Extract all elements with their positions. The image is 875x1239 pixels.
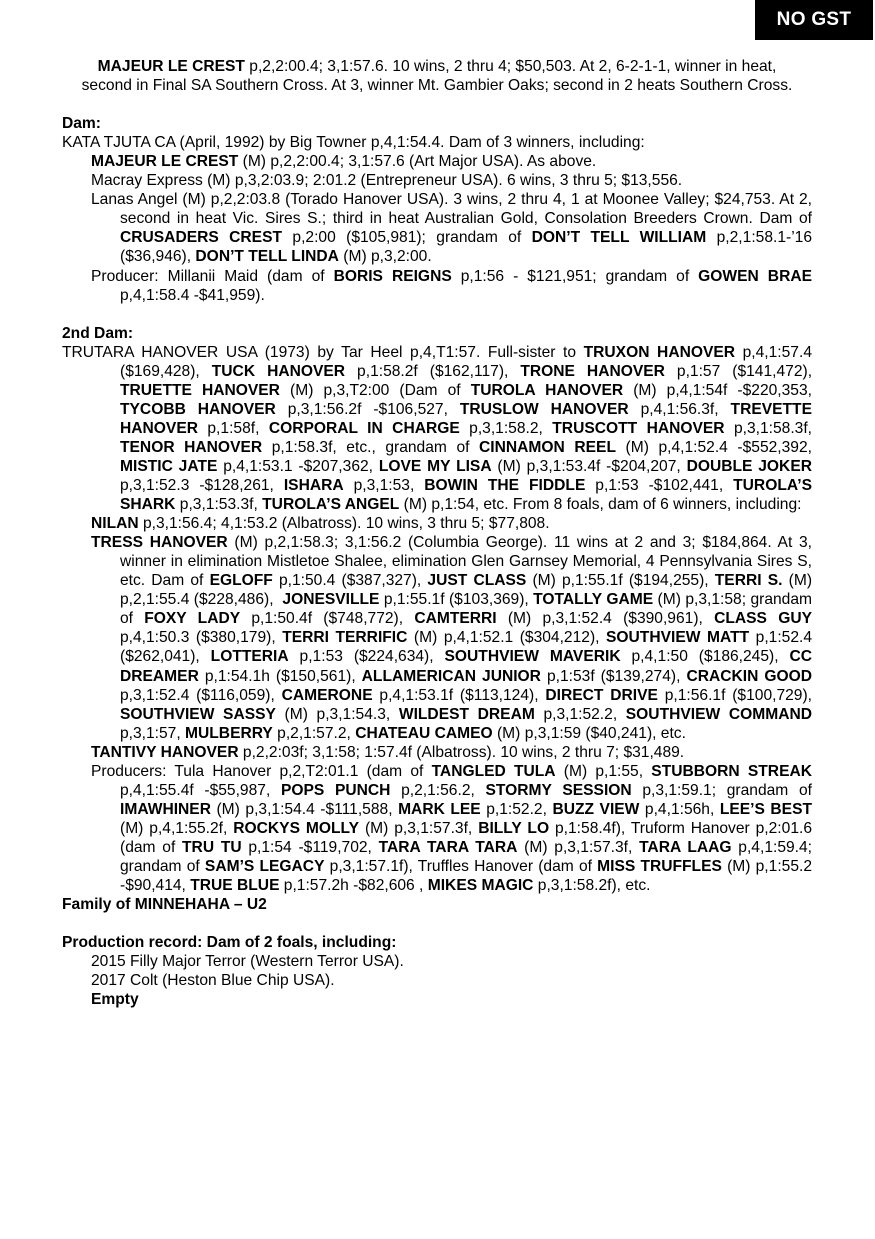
dam-producer: Producer: Millanii Maid (dam of BORIS REIGNS p,1:56 - $121,951; grandam of GOWEN BRAE p,4,1:58.4 -$41,959). <box>91 267 812 304</box>
production-item: 2017 Colt (Heston Blue Chip USA). <box>91 972 335 990</box>
second-dam-producers: Producers: Tula Hanover p,2,T2:01.1 (dam of TANGLED TULA (M) p,1:55, STUBBORN STREAK p,4,1:55.4f -$55,987, POPS PUNCH p,2,1:56.2, STORMY SESSION p,3,1:59.1; grandam of IMAWHINER (M) p,3,1:54.4 -$111,588, MARK LEE p,1:52.2, BUZZ VIEW p,4,1:56h, LEE’S BEST (M) p,4,1:55.2f, ROCKYS MOLLY (M) p,3,1:57.3f, BILLY LO p,1:58.4f), Truform Hanover p,2:01.6 (dam of TRU TU p,1:54 -$119,702, TARA TARA TARA (M) p,3,1:57.3f, TARA LAAG p,4,1:59.4; grandam of SAM’S LEGACY p,3,1:57.1f), Truffles Hanover (dam of MISS TRUFFLES (M) p,1:55.2 -$90,414, TRUE BLUE p,1:57.2h -$82,606 , MIKES MAGIC p,3,1:58.2f), etc. <box>91 762 813 895</box>
second-dam-entry: TRESS HANOVER (M) p,2,1:58.3; 3,1:56.2 (Columbia George). 11 wins at 2 and 3; $184,864. At 3, winner in elimination Mistletoe Shalee, elimination Glen Garnsey Memorial, 4 Pennsylvania Sires S, etc. Dam of EGLOFF p,1:50.4 ($387,327), JUST CLASS (M) p,1:55.1f ($194,255), TERRI S. (M) p,2,1:55.4 ($228,486), JONESVILLE p,1:55.1f ($103,369), TOTALLY GAME (M) p,3,1:58; grandam of FOXY LADY p,1:50.4f ($748,772), CAMTERRI (M) p,3,1:52.4 ($390,961), CLASS GUY p,4,1:50.3 ($380,179), TERRI TERRIFIC (M) p,4,1:52.1 ($304,212), SOUTHVIEW MATT p,1:52.4 ($262,041), LOTTERIA p,1:53 ($224,634), SOUTHVIEW MAVERIK p,4,1:50 ($186,245), CC DREAMER p,1:54.1h ($150,561), ALLAMERICAN JUNIOR p,1:53f ($139,274), CRACKIN GOOD p,3,1:52.4 ($116,059), CAMERONE p,4,1:53.1f ($113,124), DIRECT DRIVE p,1:56.1f ($100,729), SOUTHVIEW SASSY (M) p,3,1:54.3, WILDEST DREAM p,3,1:52.2, SOUTHVIEW COMMAND p,3,1:57, MULBERRY p,2,1:57.2, CHATEAU CAMEO (M) p,3,1:59 ($40,241), etc. <box>91 534 813 742</box>
horse-summary: MAJEUR LE CREST p,2,2:00.4; 3,1:57.6. 10 wins, 2 thru 4; $50,503. At 2, 6-2-1-1, winner in heat, second in Final SA Southern Cross. At 3, winner Mt. Gambier Oaks; second in 2 heats Southern Cross. <box>81 58 793 95</box>
production-item: 2015 Filly Major Terror (Western Terror USA). <box>91 953 404 971</box>
second-dam-heading: 2nd Dam: <box>62 324 134 342</box>
second-dam-line: TRUTARA HANOVER USA (1973) by Tar Heel p,4,T1:57. Full-sister to TRUXON HANOVER p,4,1:57.4 ($169,428), TUCK HANOVER p,1:58.2f ($162,117), TRONE HANOVER p,1:57 ($141,472), TRUETTE HANOVER (M) p,3,T2:00 (Dam of TUROLA HANOVER (M) p,4,1:54f -$220,353, TYCOBB HANOVER p,3,1:56.2f -$106,527, TRUSLOW HANOVER p,4,1:56.3f, TREVETTE HANOVER p,1:58f, CORPORAL IN CHARGE p,3,1:58.2, TRUSCOTT HANOVER p,3,1:58.3f, TENOR HANOVER p,1:58.3f, etc., grandam of CINNAMON REEL (M) p,4,1:52.4 -$552,392, MISTIC JATE p,4,1:53.1 -$207,362, LOVE MY LISA (M) p,3,1:53.4f -$204,207, DOUBLE JOKER p,3,1:52.3 -$128,261, ISHARA p,3,1:53, BOWIN THE FIDDLE p,1:53 -$102,441, TUROLA’S SHARK p,3,1:53.3f, TUROLA’S ANGEL (M) p,1:54, etc. From 8 foals, dam of 6 winners, including: <box>62 343 813 514</box>
no-gst-badge: NO GST <box>755 0 873 40</box>
pedigree-page <box>62 57 812 1009</box>
dam-entry: Macray Express (M) p,3,2:03.9; 2:01.2 (Entrepreneur USA). 6 wins, 3 thru 5; $13,556. <box>91 172 683 190</box>
dam-entry: Lanas Angel (M) p,2,2:03.8 (Torado Hanover USA). 3 wins, 2 thru 4, 1 at Moonee Valley; $24,753. At 2, second in heat Vic. Sires S.; third in heat Australian Gold, Consolation Breeders Crown. Dam of CRUSADERS CREST p,2:00 ($105,981); grandam of DON’T TELL WILLIAM p,2,1:58.1-’16 ($36,946), DON’T TELL LINDA (M) p,3,2:00. <box>91 191 812 266</box>
dam-heading: Dam: <box>62 115 101 133</box>
production-heading: Production record: Dam of 2 foals, including: <box>62 934 397 952</box>
family-line: Family of MINNEHAHA – U2 <box>62 896 267 914</box>
dam-entry: MAJEUR LE CREST (M) p,2,2:00.4; 3,1:57.6 (Art Major USA). As above. <box>91 153 597 171</box>
production-item: Empty <box>91 991 139 1009</box>
second-dam-entry: NILAN p,3,1:56.4; 4,1:53.2 (Albatross). 10 wins, 3 thru 5; $77,808. <box>91 515 550 533</box>
second-dam-entry: TANTIVY HANOVER p,2,2:03f; 3,1:58; 1:57.4f (Albatross). 10 wins, 2 thru 7; $31,489. <box>91 743 685 761</box>
dam-line: KATA TJUTA CA (April, 1992) by Big Towner p,4,1:54.4. Dam of 3 winners, including: <box>62 134 645 152</box>
